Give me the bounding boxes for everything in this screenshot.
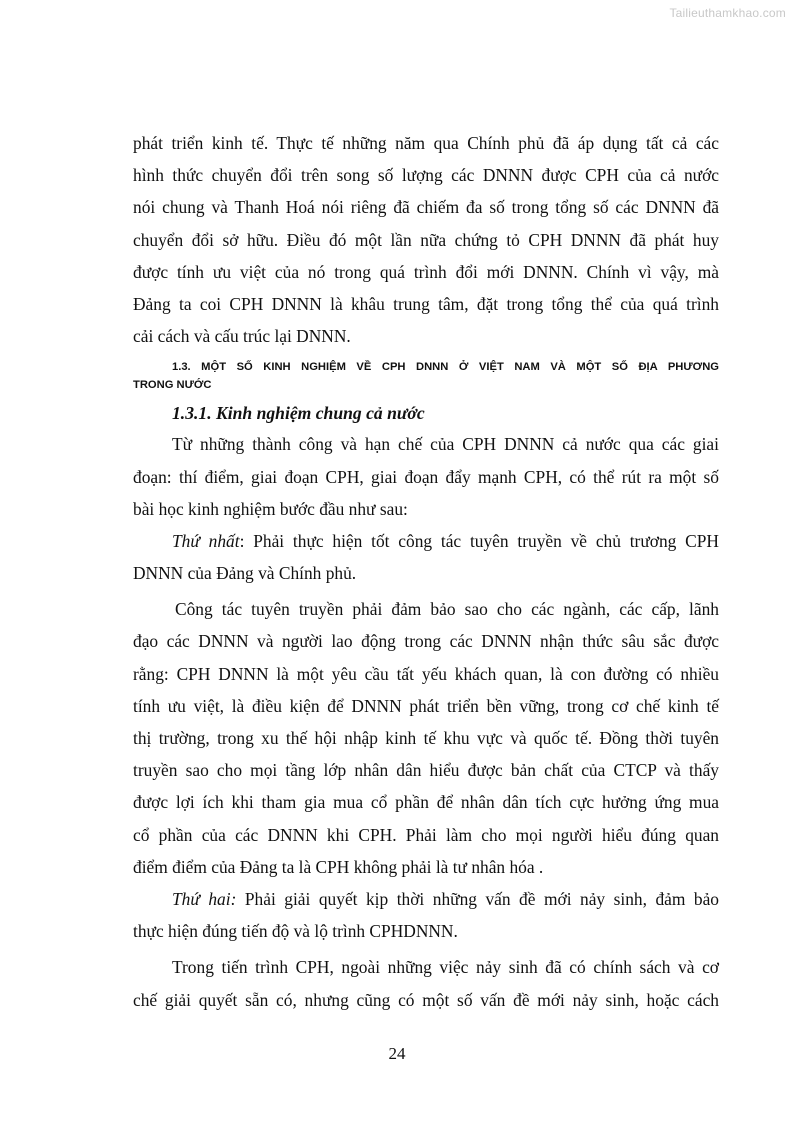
page-number: 24 [388, 1044, 406, 1063]
text-line: truyền sao cho mọi tầng lớp nhân dân hiểu được bản chất của CTCP và thấy [133, 760, 719, 781]
text-line: đoạn: thí điểm, giai đoạn CPH, giai đoạn đẩy mạnh CPH, có thể rút ra một số [133, 466, 719, 487]
document-page [133, 127, 719, 1016]
lesson-label: Thứ nhất [172, 530, 240, 551]
text-line: được tính ưu việt của nó trong quá trình đổi mới DNNN. Chính vì vậy, mà [133, 261, 719, 282]
text-line [133, 525, 719, 557]
text-line: nói chung và Thanh Hoá nói riêng đã chiếm đa số trong tổng số các DNNN đã [133, 197, 719, 218]
text-line: được lợi ích khi tham gia mua cổ phần để nhân dân tích cực hưởng ứng mua [133, 792, 719, 813]
paragraph-process [133, 951, 719, 1015]
paragraph-intro [133, 127, 719, 352]
text-line: Từ những thành công và hạn chế của CPH DNNN cả nước qua các giai [172, 434, 719, 455]
lesson-text: : Phải thực hiện tốt công tác tuyên truyền về chủ trương CPH [239, 530, 719, 551]
text-line: thị trường, trong xu thế hội nhập kinh tế khu vực và quốc tế. Đồng thời tuyên [133, 728, 719, 748]
text-line: tính ưu việt, là điều kiện để DNNN phát triển bền vững, trong cơ chế kinh tế [133, 695, 719, 716]
paragraph-lessons-intro [133, 428, 719, 525]
text-line: chuyển đổi sở hữu. Điều đó một lần nữa chứng tỏ CPH DNNN đã phát huy [133, 229, 719, 250]
text-line [133, 883, 719, 915]
text-line: Công tác tuyên truyền phải đảm bảo sao cho các ngành, các cấp, lãnh [175, 599, 719, 620]
text-line: cải cách và cấu trúc lại DNNN. [133, 326, 351, 347]
text-line: phát triển kinh tế. Thực tế những năm qua Chính phủ đã áp dụng tất cả các [133, 133, 719, 153]
lesson-label: Thứ hai: [172, 888, 237, 909]
section-heading: 1.3. MỘT SỐ KINH NGHIỆM VỀ CPH DNNN Ở VIỆT NAM VÀ MỘT SỐ ĐỊA PHƯƠNG [172, 361, 719, 374]
text-line: rằng: CPH DNNN là một yêu cầu tất yếu khách quan, là con đường có nhiều [133, 663, 719, 684]
section-heading-continued: TRONG NƯỚC [133, 379, 212, 392]
text-line: điểm điểm của Đảng ta là CPH không phải là tư nhân hóa . [133, 856, 544, 877]
text-line: Trong tiến trình CPH, ngoài những việc nảy sinh đã có chính sách và cơ [172, 957, 719, 978]
text-line: DNNN của Đảng và Chính phủ. [133, 563, 357, 584]
text-line: thực hiện đúng tiến độ và lộ trình CPHDNNN. [133, 921, 458, 942]
paragraph-propaganda [133, 593, 719, 883]
text-line: Đảng ta coi CPH DNNN là khâu trung tâm, đặt trong tổng thể của quá trình [133, 293, 719, 314]
watermark-text: Tailieuthamkhao.com [669, 6, 786, 20]
subheading: 1.3.1. Kinh nghiệm chung cả nước [172, 403, 425, 424]
text-line: cổ phần của các DNNN khi CPH. Phải làm cho mọi người hiểu đúng quan [133, 824, 719, 845]
text-line: bài học kinh nghiệm bước đầu như sau: [133, 498, 408, 519]
text-line: chế giải quyết sẵn có, nhưng cũng có một số vấn đề mới nảy sinh, hoặc cách [133, 989, 719, 1010]
text-line: đạo các DNNN và người lao động trong các DNNN nhận thức sâu sắc được [133, 631, 719, 652]
text-line: hình thức chuyển đổi trên song số lượng các DNNN được CPH của cả nước [133, 165, 719, 186]
lesson-text: Phải giải quyết kịp thời những vấn đề mới nảy sinh, đảm bảo [236, 888, 720, 909]
lesson-first [133, 525, 719, 589]
lesson-second [133, 883, 719, 947]
